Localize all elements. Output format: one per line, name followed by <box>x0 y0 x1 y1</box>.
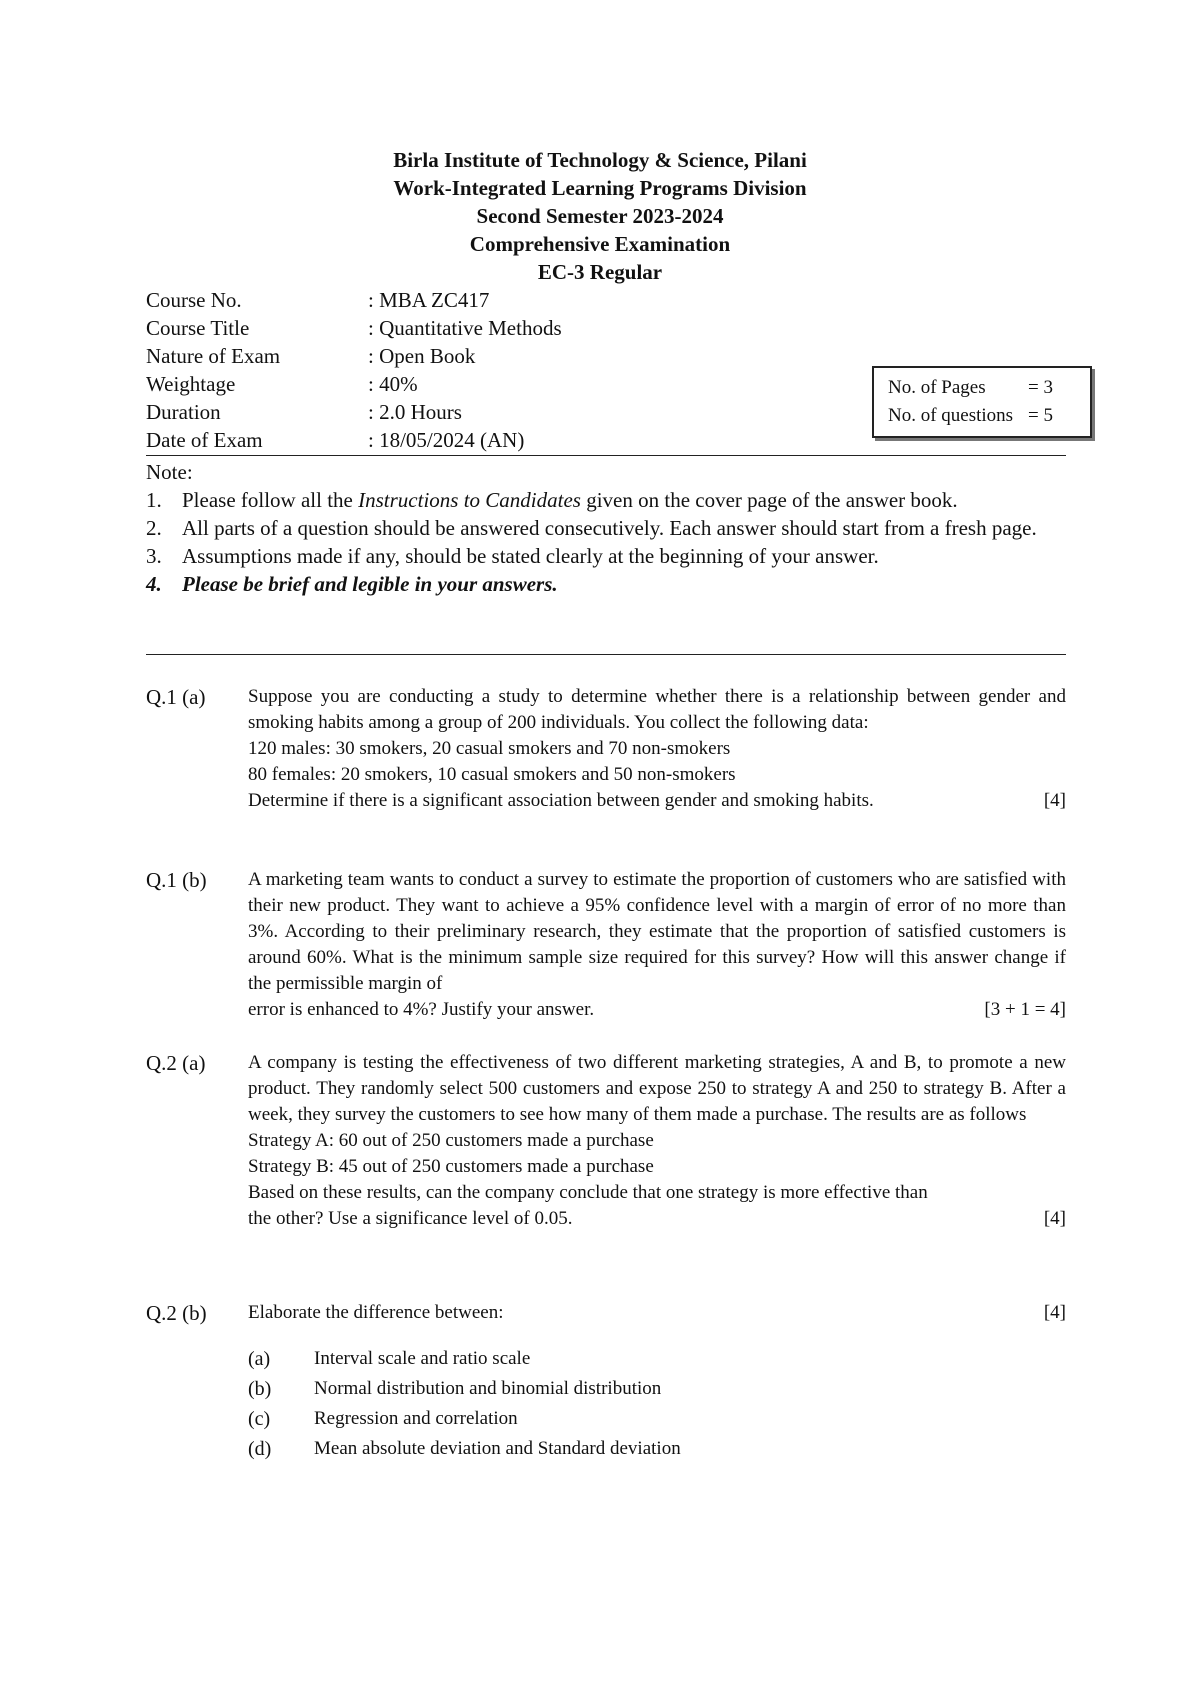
info-label: Date of Exam <box>146 428 263 452</box>
question-text: Suppose you are conducting a study to determine whether there is a relationship between gender and smoking habits among a group of 200 individuals. You collect the following data: <box>248 686 1066 733</box>
info-label: Course Title <box>146 316 250 340</box>
division-name: Work-Integrated Learning Programs Division <box>393 176 807 200</box>
info-label: Course No. <box>146 288 242 312</box>
pages-row <box>888 374 1076 402</box>
pages-label: No. of Pages <box>888 377 986 398</box>
question-text: A company is testing the effectiveness of two different marketing strategies, A and B, to promote a new product. They randomly select 500 customers and expose 250 to strategy A and 250 to strategy B. After a week, they survey the customers to see how many of them made a purchase. The results are as follows <box>248 1052 1066 1125</box>
notes-title: Note: <box>146 460 193 484</box>
note-text: Please be brief and legible in your answers. <box>182 572 558 596</box>
info-value: : MBA ZC417 <box>368 288 490 312</box>
sub-item <box>248 1374 1066 1404</box>
note-number: 4. <box>146 572 162 596</box>
question-body <box>248 867 1066 1023</box>
marks: [3 + 1 = 4] <box>984 999 1066 1020</box>
question-text: the other? Use a significance level of 0.05. <box>248 1208 573 1229</box>
questions-value: = 5 <box>1028 405 1053 426</box>
marks: [4] <box>1043 1302 1066 1323</box>
question-1b <box>146 867 1066 1023</box>
info-row <box>146 286 1066 314</box>
info-row <box>146 314 1066 342</box>
info-divider <box>146 455 1066 456</box>
note-item <box>146 486 1066 514</box>
marks: [4] <box>1043 1208 1066 1229</box>
info-value: : 18/05/2024 (AN) <box>368 428 525 452</box>
exam-code: EC-3 Regular <box>537 260 663 284</box>
sub-item-text: Normal distribution and binomial distribution <box>314 1378 662 1399</box>
question-label: Q.2 (b) <box>146 1301 207 1325</box>
note-number: 2. <box>146 516 162 540</box>
question-last-line <box>248 997 1066 1023</box>
exam-type: Comprehensive Examination <box>469 232 731 256</box>
notes-section <box>146 458 1066 598</box>
question-text: Determine if there is a significant association between gender and smoking habits. <box>248 790 874 811</box>
sub-item <box>248 1434 1066 1464</box>
exam-header <box>0 146 1200 286</box>
note-text: All parts of a question should be answered consecutively. Each answer should start from a fresh page. <box>182 516 1037 540</box>
sub-item-text: Interval scale and ratio scale <box>314 1348 531 1369</box>
question-data-line: Strategy B: 45 out of 250 customers made a purchase <box>248 1156 654 1177</box>
sub-item-label: (a) <box>248 1348 271 1370</box>
questions-row <box>888 402 1076 430</box>
question-text: Based on these results, can the company conclude that one strategy is more effective than <box>248 1182 928 1203</box>
info-label: Weightage <box>146 372 236 396</box>
question-1a <box>146 684 1066 814</box>
sub-item-text: Regression and correlation <box>314 1408 518 1429</box>
question-intro-line <box>248 1300 1066 1326</box>
note-text-part: given on the cover page of the answer book. <box>580 488 958 512</box>
info-label: Duration <box>146 400 221 424</box>
questions-label: No. of questions <box>888 405 1014 426</box>
question-data-line: 80 females: 20 smokers, 10 casual smokers and 50 non-smokers <box>248 764 736 785</box>
sub-item-text: Mean absolute deviation and Standard deviation <box>314 1438 681 1459</box>
info-label: Nature of Exam <box>146 344 281 368</box>
question-last-line <box>248 788 1066 814</box>
sub-item <box>248 1344 1066 1374</box>
sub-item-label: (d) <box>248 1438 272 1460</box>
question-body <box>248 1050 1066 1232</box>
institute-name: Birla Institute of Technology & Science, Pilani <box>393 148 807 172</box>
question-label: Q.1 (a) <box>146 685 206 709</box>
info-value: : Quantitative Methods <box>368 316 562 340</box>
note-number: 1. <box>146 488 162 512</box>
sub-item <box>248 1404 1066 1434</box>
note-item <box>146 514 1066 542</box>
info-value: : Open Book <box>368 344 476 368</box>
pages-box <box>872 366 1092 438</box>
sub-item-label: (c) <box>248 1408 271 1430</box>
question-body <box>248 1300 1066 1464</box>
question-label: Q.1 (b) <box>146 868 207 892</box>
notes-divider <box>146 654 1066 655</box>
semester: Second Semester 2023-2024 <box>476 204 724 228</box>
question-data-line: Strategy A: 60 out of 250 customers made a purchase <box>248 1130 654 1151</box>
question-last-line <box>248 1206 1066 1232</box>
marks: [4] <box>1043 790 1066 811</box>
question-text: Elaborate the difference between: <box>248 1302 504 1323</box>
sub-item-label: (b) <box>248 1378 272 1400</box>
note-text <box>182 486 1066 514</box>
note-item <box>146 542 1066 570</box>
pages-value: = 3 <box>1028 377 1053 398</box>
question-label: Q.2 (a) <box>146 1051 206 1075</box>
note-text-part: Please follow all the <box>182 488 359 512</box>
question-2a <box>146 1050 1066 1232</box>
info-value: : 40% <box>368 372 418 396</box>
question-body <box>248 684 1066 814</box>
question-2b <box>146 1300 1066 1464</box>
info-value: : 2.0 Hours <box>368 400 462 424</box>
question-data-line: 120 males: 30 smokers, 20 casual smokers and 70 non-smokers <box>248 738 731 759</box>
note-item <box>146 570 1066 598</box>
question-text: A marketing team wants to conduct a survey to estimate the proportion of customers who are satisfied with their new product. They want to achieve a 95% confidence level with a margin of error of no more than 3%. According to their preliminary research, they estimate that the proportion of satisfied customers is around 60%. What is the minimum sample size required for this survey? How will this answer change if the permissible margin of <box>248 869 1066 994</box>
note-number: 3. <box>146 544 162 568</box>
question-text: error is enhanced to 4%? Justify your answer. <box>248 999 595 1020</box>
note-italic: Instructions to Candidates <box>358 488 581 512</box>
note-text: Assumptions made if any, should be stated clearly at the beginning of your answer. <box>182 544 879 568</box>
